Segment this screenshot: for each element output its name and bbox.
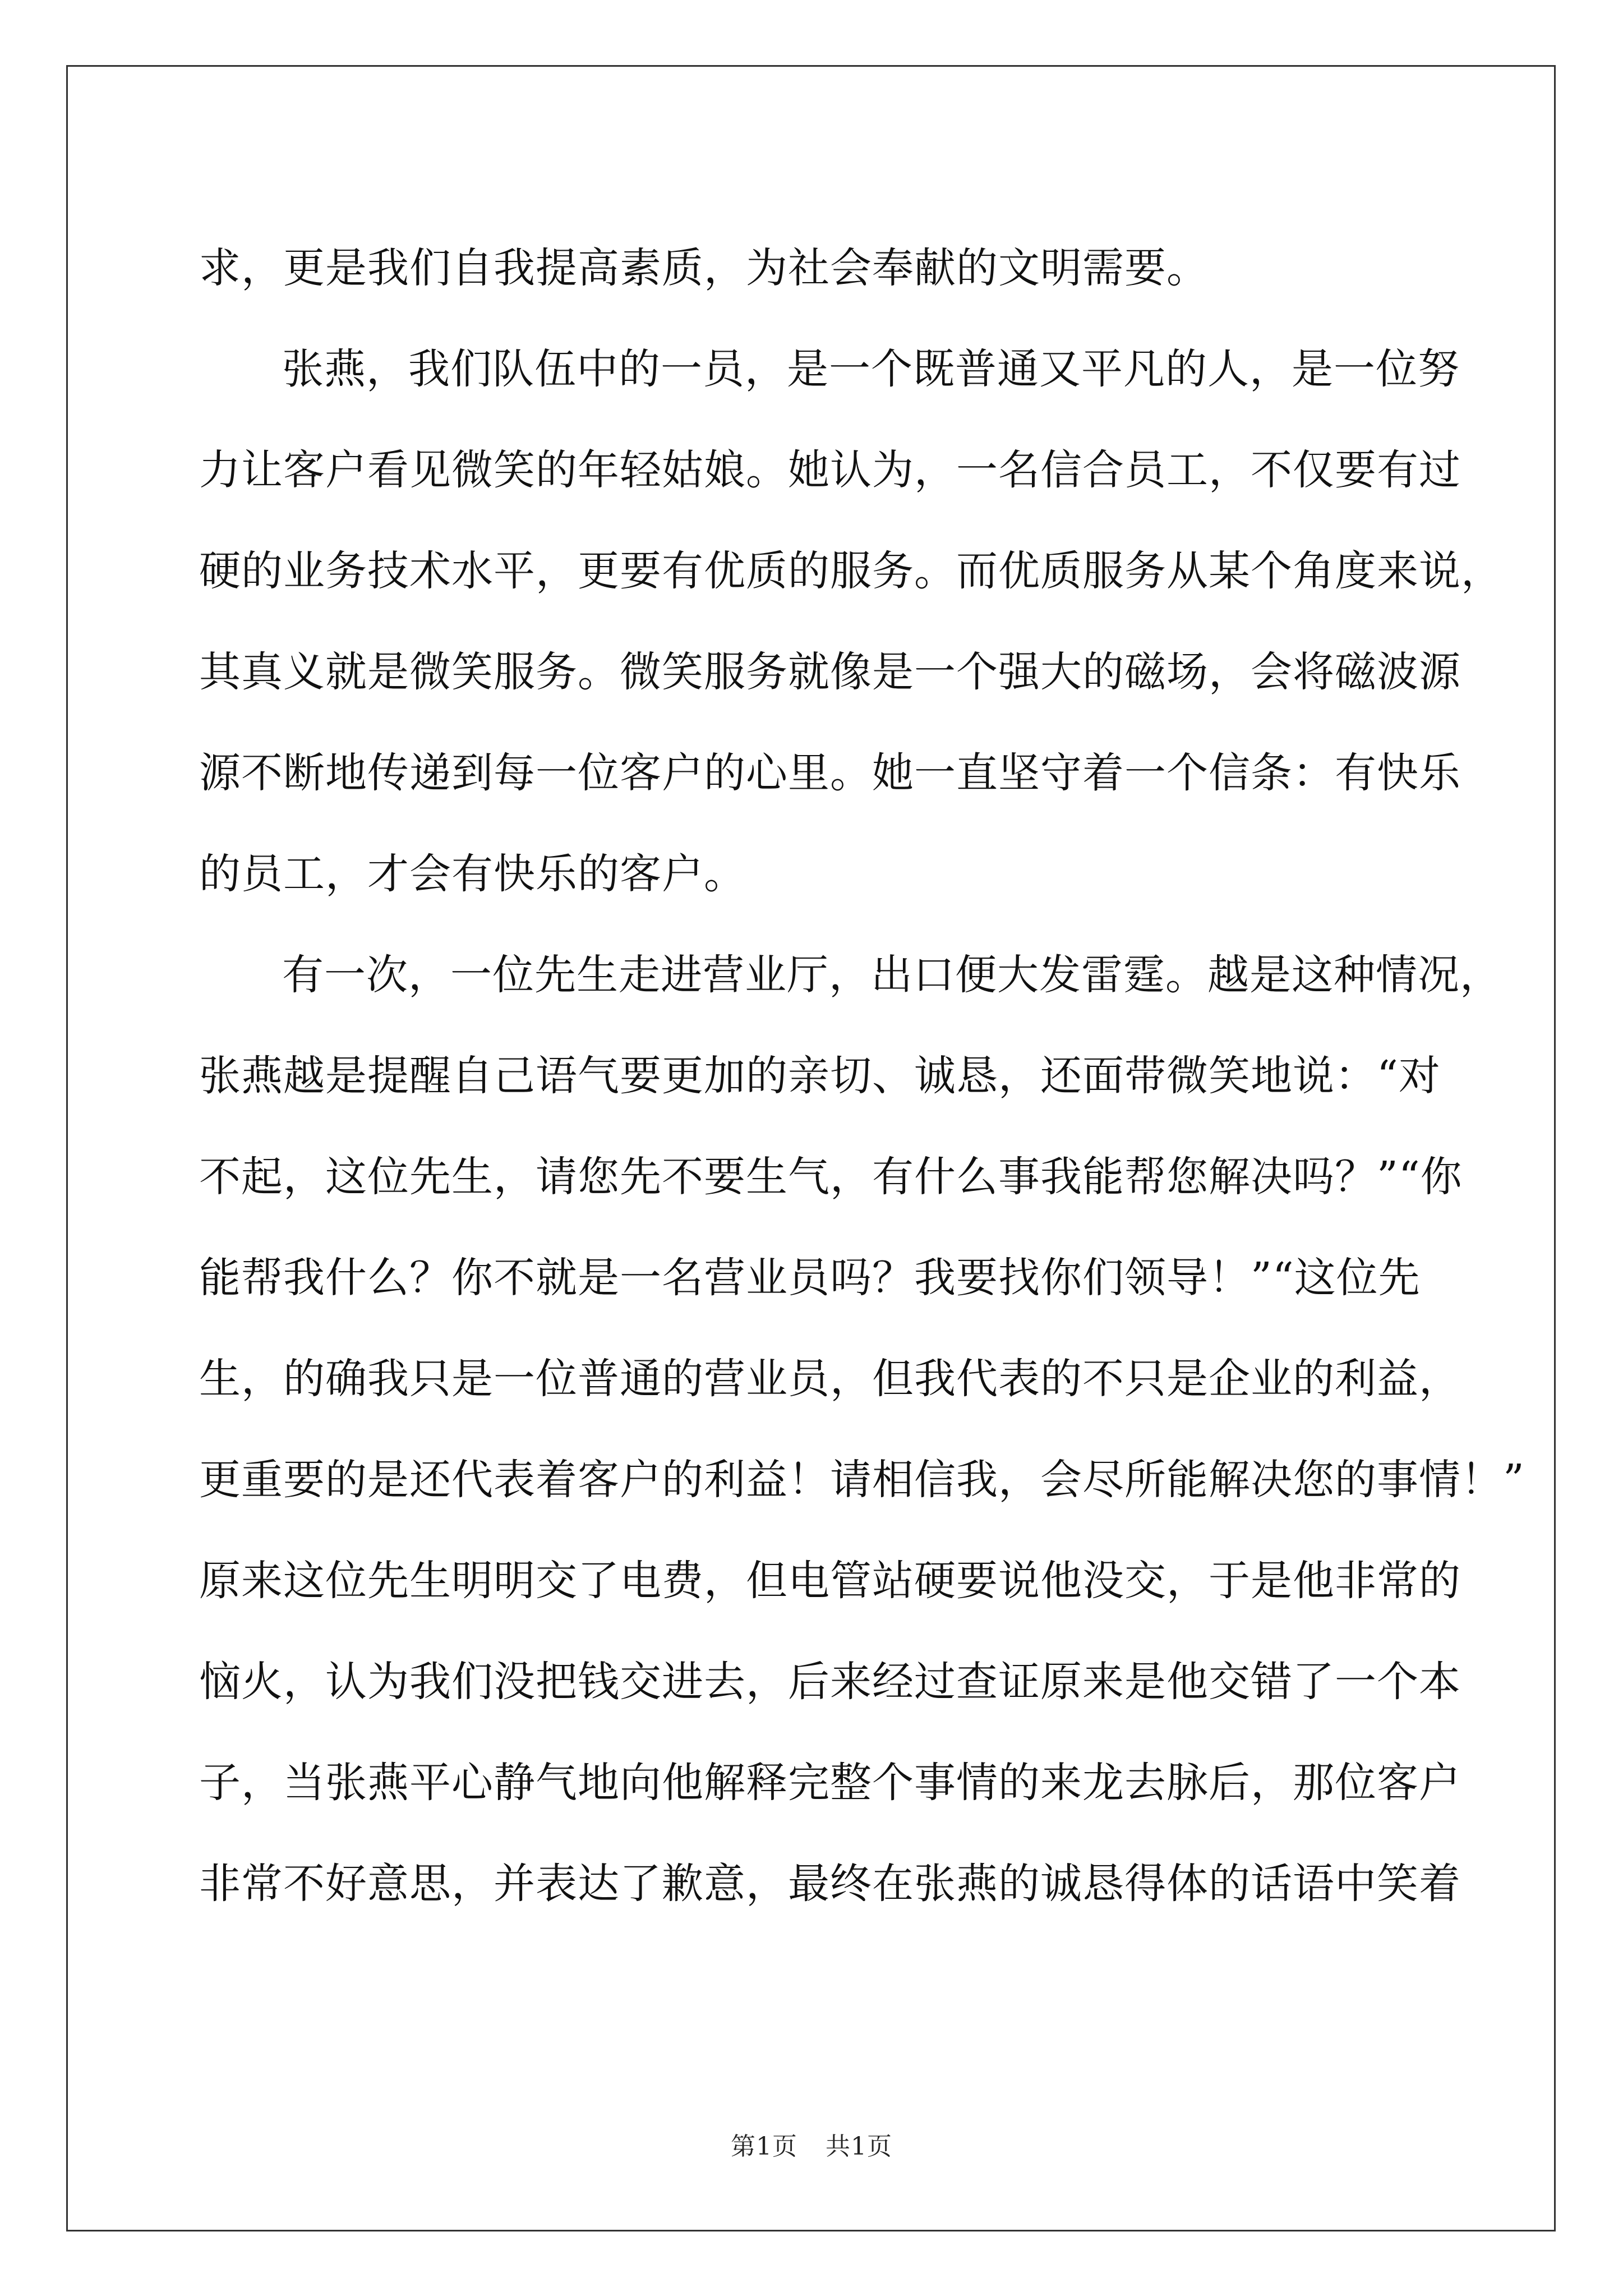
text-line-6: 源不断地传递到每一位客户的心里。她一直坚守着一个信条：有快乐 [199, 749, 1461, 797]
text-line-15: 恼火，认为我们没把钱交进去，后来经过查证原来是他交错了一个本 [199, 1658, 1461, 1706]
text-line-10: 不起，这位先生，请您先不要生气，有什么事我能帮您解决吗？”“你 [199, 1153, 1463, 1201]
text-line-16: 子，当张燕平心静气地向他解释完整个事情的来龙去脉后，那位客户 [199, 1759, 1461, 1807]
text-line-3: 力让客户看见微笑的年轻姑娘。她认为，一名信合员工，不仅要有过 [199, 446, 1461, 494]
page-total: 共1页 [826, 2132, 892, 2161]
page-footer [0, 2126, 1623, 2162]
text-line-5: 其真义就是微笑服务。微笑服务就像是一个强大的磁场，会将磁波源 [199, 648, 1461, 696]
text-line-12: 生，的确我只是一位普通的营业员，但我代表的不只是企业的利益， [199, 1355, 1461, 1403]
text-line-1: 求，更是我们自我提高素质，为社会奉献的文明需要。 [199, 244, 1209, 292]
text-line-7: 的员工，才会有快乐的客户。 [199, 850, 746, 898]
text-line-11: 能帮我什么？你不就是一名营业员吗？我要找你们领导！”“这位先 [199, 1254, 1421, 1302]
text-line-2: 张燕，我们队伍中的一员，是一个既普通又平凡的人，是一位努 [282, 345, 1460, 393]
text-line-8: 有一次，一位先生走进营业厅，出口便大发雷霆。越是这种情况， [282, 951, 1502, 999]
page-number: 第1页 [731, 2132, 797, 2161]
text-line-4: 硬的业务技术水平，更要有优质的服务。而优质服务从某个角度来说， [199, 547, 1503, 595]
text-line-17: 非常不好意思，并表达了歉意，最终在张燕的诚恳得体的话语中笑着 [199, 1860, 1461, 1908]
text-line-14: 原来这位先生明明交了电费，但电管站硬要说他没交，于是他非常的 [199, 1557, 1461, 1605]
document-body [199, 218, 1525, 1934]
text-line-9: 张燕越是提醒自己语气要更加的亲切、诚恳，还面带微笑地说：“对 [199, 1052, 1441, 1100]
text-line-13: 更重要的是还代表着客户的利益！请相信我，会尽所能解决您的事情！” [199, 1456, 1525, 1504]
